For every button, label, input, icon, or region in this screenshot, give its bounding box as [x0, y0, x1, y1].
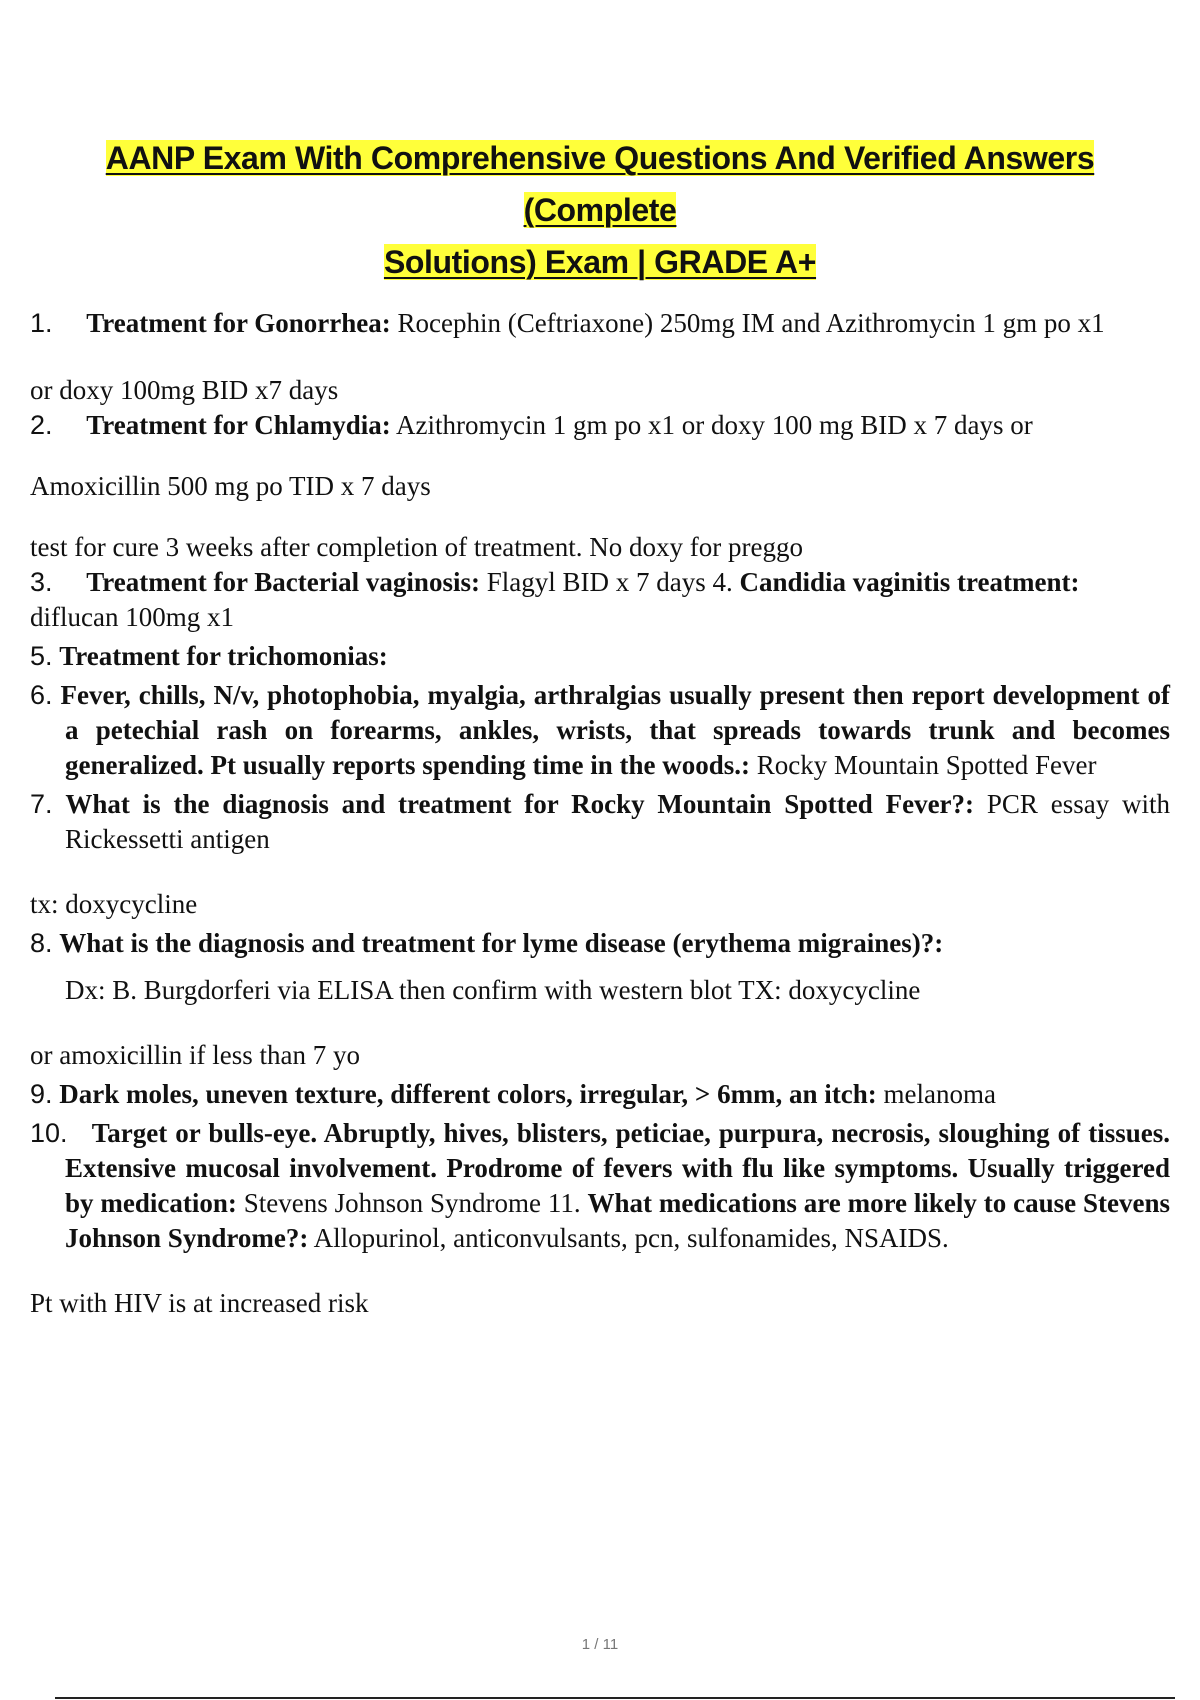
- question-text: Treatment for Chlamydia:: [86, 410, 391, 440]
- question-number: 9.: [30, 1079, 53, 1109]
- answer-text: Rocky Mountain Spotted Fever: [756, 750, 1097, 780]
- question-number: 2.: [30, 410, 53, 440]
- question-1: [30, 306, 1170, 341]
- title-line-1: AANP Exam With Comprehensive Questions And Verified Answers (Complete: [105, 140, 1095, 228]
- question-3: [30, 565, 1170, 635]
- question-text: Fever, chills, N/v, photophobia, myalgia, arthralgias usually present then report development of a petechial rash on forearms, ankles, wrists, that spreads towards trunk and becomes generalized. Pt usually reports spending time in the woods.:: [60, 680, 1171, 780]
- question-6: [30, 678, 1170, 783]
- document-title: [38, 132, 1162, 288]
- answer-continuation: Amoxicillin 500 mg po TID x 7 days: [30, 471, 431, 501]
- question-text: Treatment for Bacterial vaginosis:: [86, 567, 480, 597]
- question-4-text: Candidia vaginitis treatment:: [739, 567, 1080, 597]
- question-9: [30, 1077, 1170, 1112]
- question-number: 10.: [30, 1118, 68, 1148]
- question-number: 6.: [30, 680, 53, 710]
- answer-note: Pt with HIV is at increased risk: [30, 1288, 369, 1318]
- question-number: 7.: [30, 789, 53, 819]
- question-11-text: What medications are more likely to cause Stevens Johnson Syndrome?:: [65, 1188, 1171, 1253]
- question-text: What is the diagnosis and treatment for Rocky Mountain Spotted Fever?:: [65, 789, 975, 819]
- answer-note: or amoxicillin if less than 7 yo: [30, 1040, 360, 1070]
- question-2: [30, 408, 1170, 443]
- question-text: What is the diagnosis and treatment for lyme disease (erythema migraines)?:: [59, 928, 944, 958]
- question-8: [30, 926, 1170, 961]
- answer-text: Stevens Johnson Syndrome 11.: [243, 1188, 581, 1218]
- bottom-divider: [55, 1697, 1175, 1699]
- answer-4-text: diflucan 100mg x1: [30, 602, 234, 632]
- answer-text: Flagyl BID x 7 days 4.: [486, 567, 733, 597]
- answer-text: PCR essay with Rickessetti antigen: [65, 789, 1171, 854]
- question-number: 1.: [30, 308, 53, 338]
- question-number: 8.: [30, 928, 53, 958]
- answer-note: test for cure 3 weeks after completion of treatment. No doxy for preggo: [30, 532, 803, 562]
- question-text: Target or bulls-eye. Abruptly, hives, blisters, peticiae, purpura, necrosis, sloughing of tissues. Extensive mucosal involvement. Prodrome of fevers with flu like symptoms. Usually triggered by medication:: [65, 1118, 1170, 1218]
- title-line-2: Solutions) Exam | GRADE A+: [383, 244, 817, 280]
- answer-note: or doxy 100mg BID x7 days: [30, 375, 339, 405]
- question-5: [30, 639, 1170, 674]
- question-number: 5.: [30, 641, 53, 671]
- answer-11-text: Allopurinol, anticonvulsants, pcn, sulfonamides, NSAIDS.: [313, 1223, 949, 1253]
- answer-text: melanoma: [883, 1079, 997, 1109]
- question-text: Treatment for Gonorrhea:: [86, 308, 391, 338]
- answer-text: Dx: B. Burgdorferi via ELISA then confirm with western blot TX: doxycycline: [65, 975, 921, 1005]
- question-text: Dark moles, uneven texture, different colors, irregular, > 6mm, an itch:: [59, 1079, 877, 1109]
- answer-text: Azithromycin 1 gm po x1 or doxy 100 mg BID x 7 days or: [396, 410, 1033, 440]
- answer-text: Rocephin (Ceftriaxone) 250mg IM and Azithromycin 1 gm po x1: [397, 308, 1105, 338]
- question-number: 3.: [30, 567, 53, 597]
- answer-note: tx: doxycycline: [30, 889, 198, 919]
- question-text: Treatment for trichomonias:: [59, 641, 388, 671]
- question-7: [30, 787, 1170, 857]
- page-number: 1 / 11: [581, 1636, 619, 1653]
- question-list: [30, 306, 1170, 1321]
- question-10: [30, 1116, 1170, 1256]
